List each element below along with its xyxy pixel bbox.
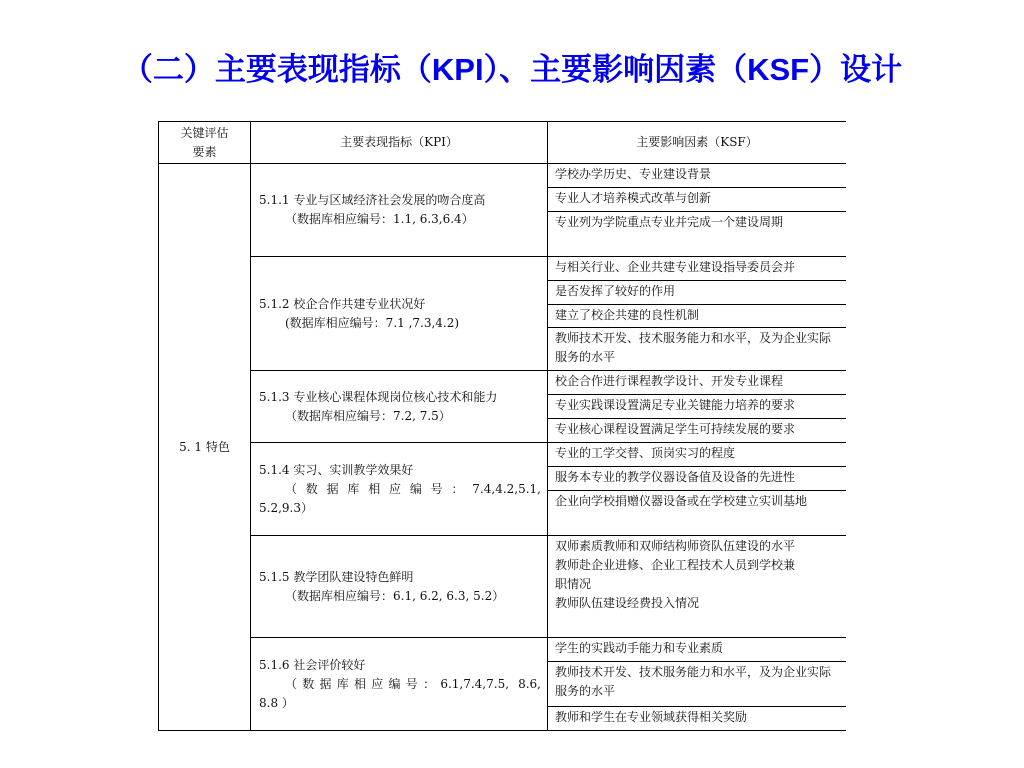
kpi-ref: （数据库相应编号：1.1, 6.3,6.4） [285, 212, 474, 226]
ksf-line: 双师素质教师和双师结构师资队伍建设的水平 [555, 539, 796, 553]
kpi-ref-cont: 5.2,9.3） [259, 500, 313, 515]
kpi-cell-2 [251, 257, 548, 371]
ksf-item: 专业核心课程设置满足学生可持续发展的要求 [548, 419, 846, 443]
title-part1: （二）主要表现指标（ [121, 52, 432, 88]
header-ksf: 主要影响因素（KSF） [548, 122, 846, 164]
ksf-item: 服务本专业的教学仪器设备值及设备的先进性 [548, 467, 846, 491]
element-cell: 5. 1 特色 [159, 164, 251, 731]
page-title [0, 44, 1024, 89]
title-kpi: KPI [431, 52, 484, 87]
kpi-title: 5.1.6 社会评价较好 [259, 657, 366, 672]
kpi-cell-1 [251, 164, 548, 257]
ksf-item: 专业人才培养模式改革与创新 [548, 188, 846, 212]
header-element [159, 122, 251, 164]
title-ksf: KSF [747, 52, 810, 87]
ksf-item: 教师技术开发、技术服务能力和水平，及为企业实际服务的水平 [548, 662, 846, 707]
kpi-ref: （数据库相应编号：6.1,7.4,7.5, 8.6, [285, 676, 541, 691]
ksf-item: 企业向学校捐赠仪器设备或在学校建立实训基地 [548, 491, 846, 536]
kpi-title: 5.1.5 教学团队建设特色鲜明 [259, 569, 414, 584]
kpi-cell-5 [251, 536, 548, 638]
ksf-item: 是否发挥了较好的作用 [548, 281, 846, 305]
kpi-ref: （ 数 据 库 相 应 编 号 ： 7.4,4.2,5.1, [285, 481, 541, 496]
ksf-item: 教师和学生在专业领域获得相关奖励 [548, 707, 846, 731]
header-element-label: 关键评估要素 [180, 125, 229, 159]
kpi-cell-6 [251, 638, 548, 731]
ksf-item: 校企合作进行课程教学设计、开发专业课程 [548, 371, 846, 395]
header-kpi: 主要表现指标（KPI） [251, 122, 548, 164]
ksf-item: 教师技术开发、技术服务能力和水平，及为企业实际服务的水平 [548, 328, 846, 371]
kpi-ref: (数据库相应编号：7.1 ,7.3,4.2) [285, 315, 460, 330]
kpi-ref: （数据库相应编号：7.2, 7.5） [285, 408, 451, 423]
ksf-item: 学生的实践动手能力和专业素质 [548, 638, 846, 662]
kpi-ref-cont: 8.8 ） [259, 695, 294, 710]
kpi-ref: （数据库相应编号：6.1, 6.2, 6.3, 5.2） [285, 588, 505, 603]
ksf-item: 专业的工学交替、顶岗实习的程度 [548, 443, 846, 467]
ksf-item: 专业实践课设置满足专业关键能力培养的要求 [548, 395, 846, 419]
ksf-item [548, 536, 846, 638]
ksf-line: 教师队伍建设经费投入情况 [555, 596, 700, 610]
ksf-item: 专业列为学院重点专业并完成一个建设周期 [548, 212, 846, 257]
ksf-item: 建立了校企共建的良性机制 [548, 305, 846, 328]
ksf-line: 职情况 [555, 577, 592, 591]
kpi-ksf-table [158, 121, 846, 731]
ksf-line: 教师赴企业进修、企业工程技术人员到学校兼 [555, 558, 796, 572]
ksf-item: 与相关行业、企业共建专业建设指导委员会并 [548, 257, 846, 281]
kpi-title: 5.1.1 专业与区域经济社会发展的吻合度高 [259, 193, 486, 207]
title-part2: ）、主要影响因素（ [483, 52, 748, 88]
kpi-title: 5.1.2 校企合作共建专业状况好 [259, 296, 426, 311]
kpi-title: 5.1.3 专业核心课程体现岗位核心技术和能力 [259, 389, 498, 404]
kpi-title: 5.1.4 实习、实训教学效果好 [259, 462, 414, 477]
title-part3: ）设计 [809, 52, 903, 88]
kpi-cell-3 [251, 371, 548, 443]
ksf-item: 学校办学历史、专业建设背景 [548, 164, 846, 188]
kpi-cell-4 [251, 443, 548, 536]
